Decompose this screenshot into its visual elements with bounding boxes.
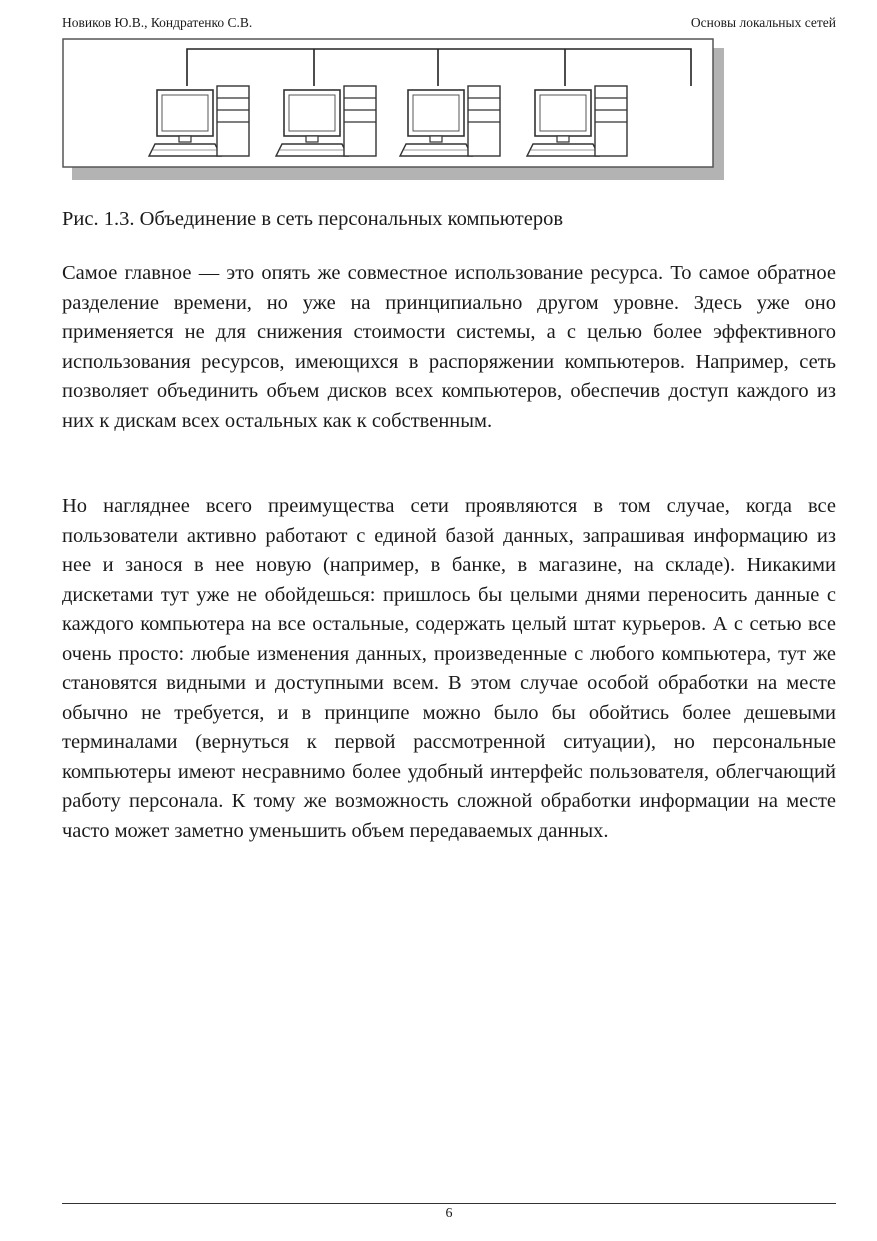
body-paragraph: Самое главное — это опять же совместное использование ресурса. То самое обратное разделение времени, но уже на принципиально другом уровне. Здесь уже оно применяется не для снижения стоимости системы, а с целью более эффективного использования ресурсов, имеющихся в распоряжении компьютеров. Например, сеть позволяет объединить объем дисков всех компьютеров, обеспечив доступ каждого из них к дискам всех остальных как к собственным. — [62, 262, 836, 432]
network-diagram — [62, 38, 726, 183]
network-figure — [62, 38, 726, 183]
footer-divider — [62, 1203, 836, 1204]
computer-icon — [276, 86, 376, 156]
page-number: 6 — [445, 1206, 453, 1221]
header-book-title: Основы локальных сетей — [690, 15, 836, 30]
computer-icon — [527, 86, 627, 156]
header-authors: Новиков Ю.В., Кондратенко С.В. — [62, 15, 253, 30]
page-header — [62, 15, 836, 37]
body-paragraph: Но нагляднее всего преимущества сети проявляются в том случае, когда все пользователи активно работают с единой базой данных, запрашивая информацию из нее и занося в нее новую (например, в банке, в магазине, на складе). Никакими дискетами тут уже не обойдешься: пришлось бы целыми днями переносить данные с каждого компьютера на все остальные, содержать целый штат курьеров. А с сетью все очень просто: любые изменения данных, произведенные с любого компьютера, тут же становятся видными и доступными всем. В этом случае особой обработки на месте обычно не требуется, и в принципе можно было бы обойтись более дешевыми терминалами (вернуться к первой рассмотренной ситуации), но персональные компьютеры имеют несравнимо более удобный интерфейс пользователя, облегчающий работу персонала. К тому же возможность сложной обработки информации на месте часто может заметно уменьшить объем передаваемых данных. — [62, 495, 836, 842]
figure-caption: Рис. 1.3. Объединение в сеть персональных компьютеров — [62, 208, 564, 230]
computer-icon — [400, 86, 500, 156]
computer-icon — [149, 86, 249, 156]
